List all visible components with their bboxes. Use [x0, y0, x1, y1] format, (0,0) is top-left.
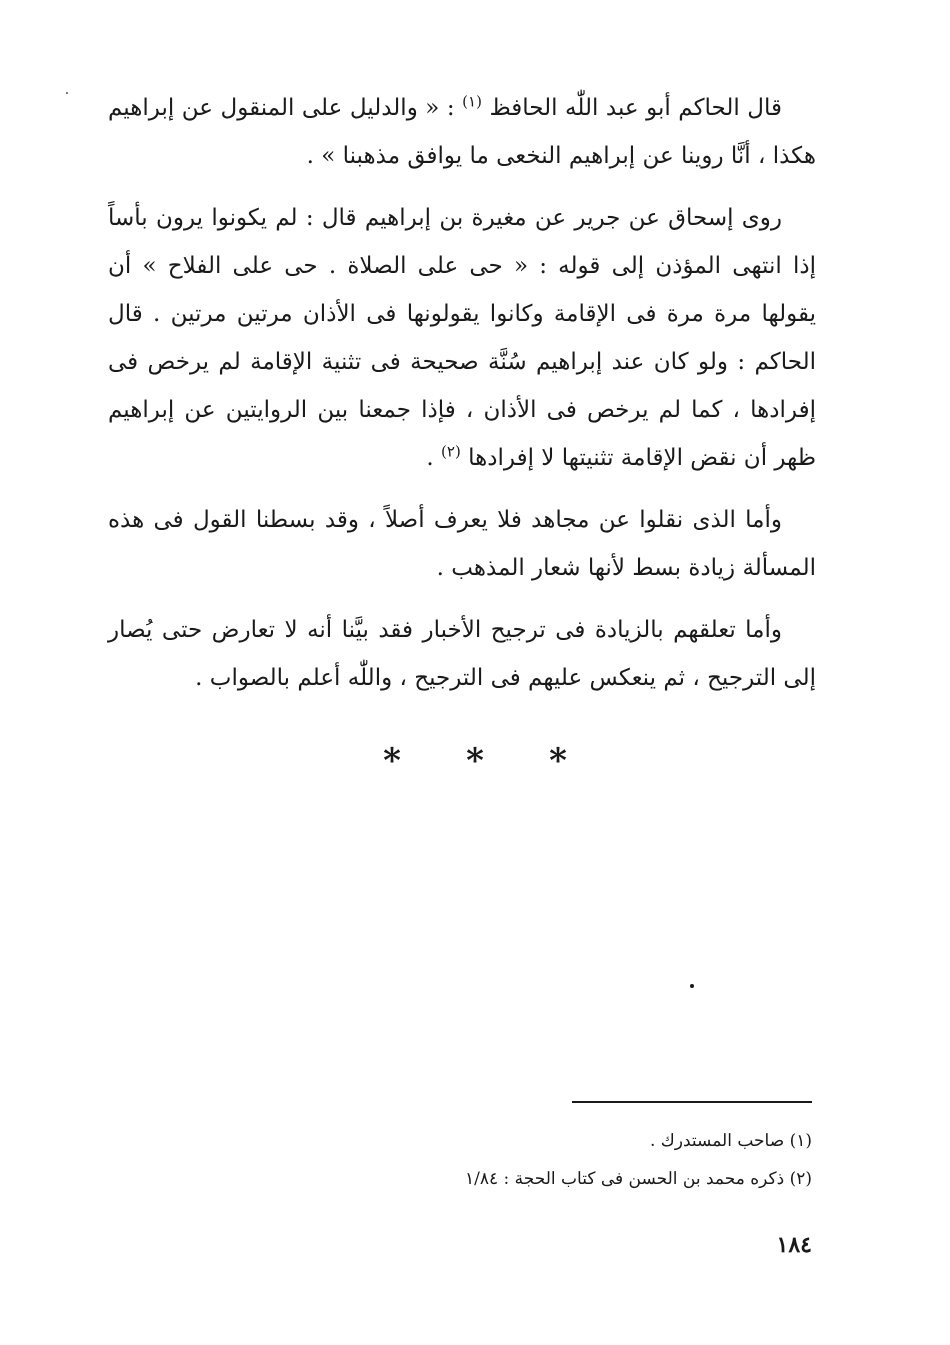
paragraph-4: وأما تعلقهم بالزيادة فى ترجيح الأخبار فقد بيَّنا أنه لا تعارض حتى يُصار إلى الترجيح ، ثم ينعكس عليهم فى الترجيح ، واللّٰه أعلم بالصواب .	[108, 617, 816, 691]
paragraph-1-text-a: قال الحاكم أبو عبد اللّٰه الحافظ	[489, 95, 783, 121]
asterisk-3: *	[549, 741, 567, 781]
footnote-1: (١) صاحب المستدرك .	[649, 1131, 812, 1151]
paragraph-1	[108, 84, 816, 180]
section-separator	[380, 741, 570, 781]
paragraph-2	[108, 194, 816, 482]
footnote-divider	[572, 1101, 812, 1103]
page-number: ١٨٤	[776, 1232, 812, 1258]
asterisk-2: *	[466, 741, 484, 781]
footnotes	[380, 1124, 812, 1200]
scan-speck	[66, 92, 68, 94]
asterisk-1: *	[383, 741, 401, 781]
main-text	[108, 84, 816, 716]
footnote-2: (٢) ذكره محمد بن الحسن فى كتاب الحجة : ١/٨٤	[464, 1169, 812, 1189]
paragraph-2-text-a: روى إسحاق عن جرير عن مغيرة بن إبراهيم قال : لم يكونوا يرون بأساً إذا انتهى المؤذن إلى قوله : « حى على الصلاة . حى على الفلاح » أن يقولها مرة مرة فى الإقامة وكانوا يقولونها فى الأذان مرتين مرتين . قال الحاكم : ولو كان عند إبراهيم سُنَّة صحيحة فى تثنية الإقامة لم يرخص فى إفرادها ، كما لم يرخص فى الأذان ، فإذا جمعنا بين الروايتين عن إبراهيم ظهر أن نقض الإقامة تثنيتها لا إفرادها	[108, 205, 816, 471]
paragraph-2-text-b: .	[426, 445, 434, 471]
footnote-ref-2: (٢)	[441, 442, 461, 461]
scan-speck	[690, 984, 694, 988]
paragraph-3: وأما الذى نقلوا عن مجاهد فلا يعرف أصلاً ، وقد بسطنا القول فى هذه المسألة زيادة بسط لأنها شعار المذهب .	[108, 507, 816, 581]
footnote-ref-1: (١)	[462, 92, 482, 111]
paragraph-1-text-b: : « والدليل على المنقول عن إبراهيم هكذا ، أنَّا روينا عن إبراهيم النخعى ما يوافق مذهبنا » .	[108, 95, 816, 169]
